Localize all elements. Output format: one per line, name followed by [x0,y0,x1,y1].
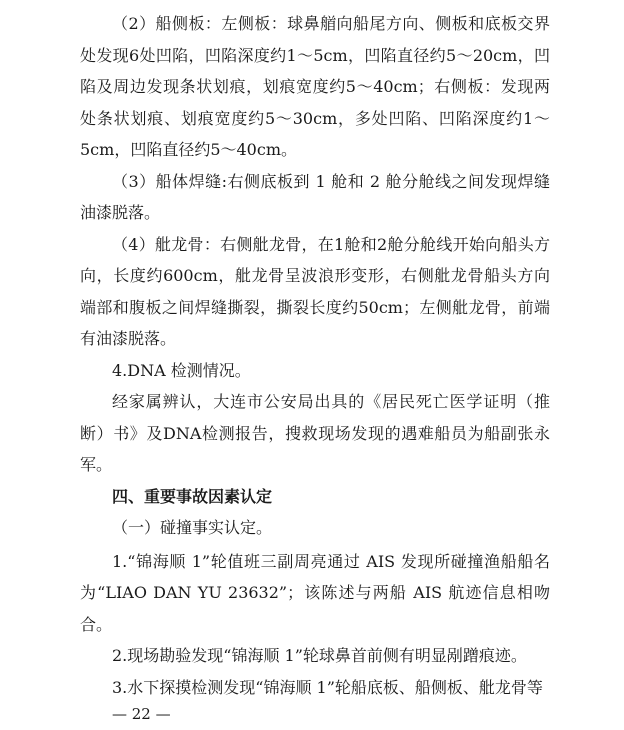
page-number: — 22 — [112,705,171,723]
paragraph-fact-1: 1.“锦海顺 1”轮值班三副周亮通过 AIS 发现所碰撞渔船船名为“LIAO DAN YU 23632”；该陈述与两船 AIS 航迹信息相吻合。 [80,551,550,634]
section-heading: 四、重要事故因素认定 [112,486,273,506]
paragraph-fact-2: 2.现场勘验发现“锦海顺 1”轮球鼻首前侧有明显剐蹭痕迹。 [112,646,527,665]
document-body [80,8,550,703]
paragraph-dna-result: 经家属辨认，大连市公安局出具的《居民死亡医学证明（推断）书》及DNA检测报告，搜救现场发现的遇难船员为船副张永军。 [80,392,550,474]
paragraph-hull-weld: （3）船体焊缝:右侧底板到 1 舱和 2 舱分舱线之间发现焊缝油漆脱落。 [80,171,550,222]
paragraph-bilge-keel: （4）舭龙骨：右侧舭龙骨，在1舱和2舱分舱线开始向船头方向，长度约600cm，舭龙骨呈波浪形变形，右侧舭龙骨船头方向端部和腹板之间焊缝撕裂，撕裂长度约50cm；左侧舭龙骨，前端有油漆脱落。 [80,234,550,348]
paragraph-side-plate: （2）船侧板：左侧板：球鼻艏向船尾方向、侧板和底板交界处发现6处凹陷，凹陷深度约1～5cm，凹陷直径约5～20cm，凹陷及周边发现条状划痕，划痕宽度约5～40cm；右侧板：发现两处条状划痕、划痕宽度约5～30cm，多处凹陷、凹陷深度约1～5cm，凹陷直径约5～40cm。 [80,14,550,159]
paragraph-dna-title: 4.DNA 检测情况。 [112,360,251,380]
subsection-heading: （一）碰撞事实认定。 [112,518,273,537]
paragraph-fact-3: 3.水下探摸检测发现“锦海顺 1”轮船底板、船侧板、舭龙骨等 [112,677,543,697]
